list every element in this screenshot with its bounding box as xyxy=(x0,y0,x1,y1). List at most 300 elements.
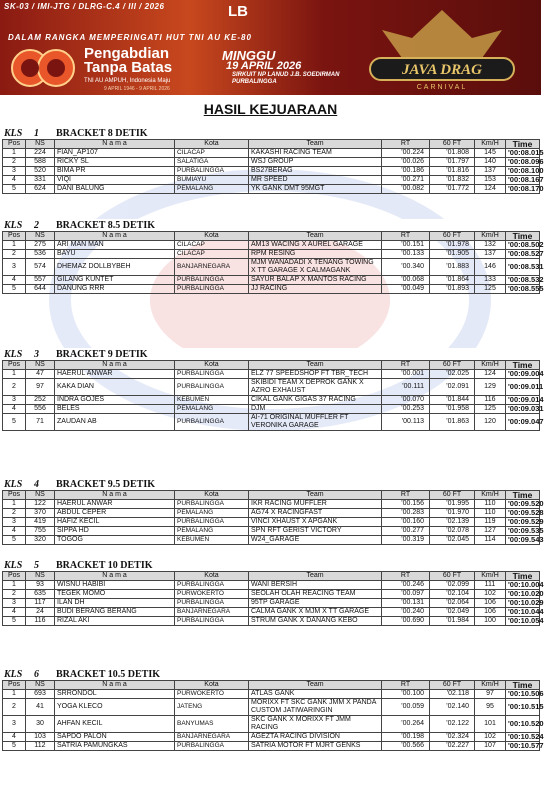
cell-ns: 93 xyxy=(26,581,55,590)
table-row xyxy=(3,185,540,194)
cell-time: '00:10.506 xyxy=(506,690,540,699)
cell-nama: WISNU HABIBI xyxy=(55,581,175,590)
cell-ns: 275 xyxy=(26,241,55,250)
class-header xyxy=(2,559,539,571)
cell-ns: 103 xyxy=(26,733,55,742)
cell-kmh: 153 xyxy=(475,176,506,185)
cell-ns: 97 xyxy=(26,379,55,396)
cell-ns: 116 xyxy=(26,617,55,626)
class-section xyxy=(2,559,544,626)
class-label: KLS xyxy=(4,127,23,139)
cell-team: SEOLAH OLAH REACING TEAM xyxy=(249,590,382,599)
java-drag-logo-icon xyxy=(352,8,532,94)
cell-team: MR SPEED xyxy=(249,176,382,185)
table-row xyxy=(3,527,540,536)
table-row xyxy=(3,500,540,509)
cell-kmh: 125 xyxy=(475,405,506,414)
logo-text: JAVA DRAG xyxy=(402,62,482,78)
cell-pos: 3 xyxy=(3,599,26,608)
cell-nama: ARI MAN MAN xyxy=(55,241,175,250)
event-banner xyxy=(0,0,541,95)
column-header-rt: RT xyxy=(382,361,430,370)
cell-time: '00:08.502 xyxy=(506,241,540,250)
class-section xyxy=(2,219,544,294)
column-header-60ft: 60 FT xyxy=(430,572,475,581)
cell-time: '00:08.532 xyxy=(506,276,540,285)
cell-time: '00:09.528 xyxy=(506,509,540,518)
column-header-60ft: 60 FT xyxy=(430,491,475,500)
cell-nama: DANI BALUNG xyxy=(55,185,175,194)
cell-kota: PURBALINGGA xyxy=(175,581,249,590)
cell-pos: 5 xyxy=(3,285,26,294)
cell-60ft: '01.958 xyxy=(430,405,475,414)
cell-pos: 4 xyxy=(3,276,26,285)
column-header-team: Team xyxy=(249,232,382,241)
table-row xyxy=(3,509,540,518)
cell-time: '00:10.004 xyxy=(506,581,540,590)
table-row xyxy=(3,241,540,250)
cell-kmh: 124 xyxy=(475,370,506,379)
cell-time: '00:09.031 xyxy=(506,405,540,414)
table-header-row xyxy=(3,491,540,500)
cell-ns: 24 xyxy=(26,608,55,617)
table-row xyxy=(3,396,540,405)
cell-rt: '00.253 xyxy=(382,405,430,414)
cell-team: WSJ GROUP xyxy=(249,158,382,167)
cell-60ft: '02.140 xyxy=(430,699,475,716)
cell-pos: 5 xyxy=(3,536,26,545)
table-row xyxy=(3,285,540,294)
cell-rt: '00.151 xyxy=(382,241,430,250)
table-row xyxy=(3,536,540,545)
column-header-ns: NS xyxy=(26,491,55,500)
column-header-60ft: 60 FT xyxy=(430,681,475,690)
cell-time: '00:08.015 xyxy=(506,149,540,158)
cell-rt: '00.319 xyxy=(382,536,430,545)
cell-60ft: '01.984 xyxy=(430,617,475,626)
cell-team: SATRIA MOTOR FT MJRT GENKS xyxy=(249,742,382,751)
cell-rt: '00.131 xyxy=(382,599,430,608)
cell-kmh: 100 xyxy=(475,617,506,626)
cell-time: '00:09.047 xyxy=(506,414,540,431)
column-header-pos: Pos xyxy=(3,361,26,370)
cell-time: '00:10.054 xyxy=(506,617,540,626)
cell-pos: 3 xyxy=(3,167,26,176)
cell-60ft: '02.122 xyxy=(430,716,475,733)
cell-kota: BUMIAYU xyxy=(175,176,249,185)
cell-kmh: 127 xyxy=(475,527,506,536)
cell-pos: 3 xyxy=(3,396,26,405)
table-header-row xyxy=(3,361,540,370)
cell-ns: 588 xyxy=(26,158,55,167)
cell-kmh: 110 xyxy=(475,509,506,518)
banner-title: Pengabdian Tanpa Batas xyxy=(84,45,173,76)
cell-kmh: 129 xyxy=(475,379,506,396)
cell-ns: 30 xyxy=(26,716,55,733)
table-row xyxy=(3,414,540,431)
column-header-ns: NS xyxy=(26,232,55,241)
column-header-60ft: 60 FT xyxy=(430,140,475,149)
cell-60ft: '02.099 xyxy=(430,581,475,590)
column-header-kota: Kota xyxy=(175,361,249,370)
column-header-kota: Kota xyxy=(175,491,249,500)
cell-rt: '00.001 xyxy=(382,370,430,379)
cell-rt: '00.100 xyxy=(382,690,430,699)
cell-60ft: '01.772 xyxy=(430,185,475,194)
class-title: BRACKET 9.5 DETIK xyxy=(56,478,156,490)
cell-nama: TEGEK MOMO xyxy=(55,590,175,599)
cell-60ft: '02.045 xyxy=(430,536,475,545)
event-date: 19 APRIL 2026 xyxy=(226,60,302,72)
cell-kmh: 102 xyxy=(475,733,506,742)
column-header-nama: N a m a xyxy=(55,572,175,581)
column-header-ns: NS xyxy=(26,681,55,690)
cell-kota: PURBALINGGA xyxy=(175,370,249,379)
cell-kmh: 132 xyxy=(475,241,506,250)
results-table xyxy=(2,680,544,751)
cell-kota: PURBALINGGA xyxy=(175,500,249,509)
column-header-nama: N a m a xyxy=(55,681,175,690)
cell-60ft: '02.025 xyxy=(430,370,475,379)
column-header-time: Time xyxy=(506,491,540,500)
cell-time: '00:10.515 xyxy=(506,699,540,716)
cell-rt: '00.271 xyxy=(382,176,430,185)
cell-kmh: 124 xyxy=(475,185,506,194)
cell-nama: HAFIZ KECIL xyxy=(55,518,175,527)
column-header-team: Team xyxy=(249,572,382,581)
cell-ns: 574 xyxy=(26,259,55,276)
column-header-time: Time xyxy=(506,572,540,581)
cell-60ft: '01.978 xyxy=(430,241,475,250)
cell-team: ATLAS GANK xyxy=(249,690,382,699)
cell-ns: 71 xyxy=(26,414,55,431)
cell-kota: PURBALINGGA xyxy=(175,276,249,285)
cell-ns: 370 xyxy=(26,509,55,518)
table-row xyxy=(3,518,540,527)
cell-pos: 2 xyxy=(3,699,26,716)
cell-60ft: '01.797 xyxy=(430,158,475,167)
cell-kmh: 107 xyxy=(475,742,506,751)
cell-nama: KAKA DIAN xyxy=(55,379,175,396)
event-venue: SIRKUIT NP LANUD J.B. SOEDIRMAN PURBALINGGA xyxy=(232,72,340,85)
cell-60ft: '02.049 xyxy=(430,608,475,617)
column-header-team: Team xyxy=(249,681,382,690)
cell-kmh: 125 xyxy=(475,285,506,294)
cell-team: 95TP GARAGE xyxy=(249,599,382,608)
column-header-time: Time xyxy=(506,681,540,690)
cell-rt: '00.097 xyxy=(382,590,430,599)
cell-60ft: '02.064 xyxy=(430,599,475,608)
lb-logo: LB xyxy=(228,3,248,20)
cell-nama: ABDUL CEPER xyxy=(55,509,175,518)
column-header-pos: Pos xyxy=(3,681,26,690)
cell-nama: SRRONDOL xyxy=(55,690,175,699)
cell-nama: ILAN DH xyxy=(55,599,175,608)
class-number: 3 xyxy=(34,348,39,360)
cell-team: AGEZTA RACING DIVISION xyxy=(249,733,382,742)
cell-team: AG74 X RACINGFAST xyxy=(249,509,382,518)
cell-nama: GILANG KUNTET xyxy=(55,276,175,285)
results-table xyxy=(2,490,544,545)
event-day: MINGGU xyxy=(222,48,276,63)
cell-kmh: 110 xyxy=(475,500,506,509)
column-header-rt: RT xyxy=(382,491,430,500)
class-number: 5 xyxy=(34,559,39,571)
cell-pos: 4 xyxy=(3,176,26,185)
cell-rt: '00.059 xyxy=(382,699,430,716)
class-section xyxy=(2,478,544,545)
cell-nama: HAERUL ANWAR xyxy=(55,370,175,379)
cell-pos: 4 xyxy=(3,608,26,617)
cell-kota: SALATIGA xyxy=(175,158,249,167)
cell-kota: CILACAP xyxy=(175,149,249,158)
cell-pos: 4 xyxy=(3,405,26,414)
cell-kota: PURBALINGGA xyxy=(175,167,249,176)
cell-time: '00:09.543 xyxy=(506,536,540,545)
cell-kmh: 119 xyxy=(475,518,506,527)
cell-kmh: 146 xyxy=(475,259,506,276)
cell-ns: 41 xyxy=(26,699,55,716)
cell-60ft: '01.893 xyxy=(430,285,475,294)
table-row xyxy=(3,608,540,617)
table-row xyxy=(3,250,540,259)
cell-team: MORIXX FT SKC GANK JMM X PANDA CUSTOM JATIWARINGIN xyxy=(249,699,382,716)
cell-rt: '00.068 xyxy=(382,276,430,285)
cell-pos: 1 xyxy=(3,370,26,379)
cell-ns: 331 xyxy=(26,176,55,185)
cell-ns: 117 xyxy=(26,599,55,608)
cell-nama: FIAN_AP107 xyxy=(55,149,175,158)
cell-kota: PEMALANG xyxy=(175,527,249,536)
cell-nama: SAPDO PALON xyxy=(55,733,175,742)
class-header xyxy=(2,348,539,360)
cell-kmh: 137 xyxy=(475,250,506,259)
column-header-60ft: 60 FT xyxy=(430,361,475,370)
cell-team: BS27BERAG xyxy=(249,167,382,176)
cell-60ft: '01.816 xyxy=(430,167,475,176)
cell-kota: PEMALANG xyxy=(175,405,249,414)
column-header-rt: RT xyxy=(382,232,430,241)
cell-time: '00:09.529 xyxy=(506,518,540,527)
cell-pos: 1 xyxy=(3,581,26,590)
class-label: KLS xyxy=(4,478,23,490)
cell-team: CIKAL GANK GIGAS 37 RACING xyxy=(249,396,382,405)
cell-rt: '00.160 xyxy=(382,518,430,527)
cell-team: MJM WANADADI X TENANG TOWING X TT GARAGE X CALMAGANK xyxy=(249,259,382,276)
cell-rt: '00.133 xyxy=(382,250,430,259)
results-table xyxy=(2,360,544,431)
cell-kota: PEMALANG xyxy=(175,509,249,518)
column-header-pos: Pos xyxy=(3,140,26,149)
cell-rt: '00.156 xyxy=(382,500,430,509)
class-section xyxy=(2,348,544,431)
class-header xyxy=(2,127,539,139)
column-header-team: Team xyxy=(249,361,382,370)
cell-rt: '00.186 xyxy=(382,167,430,176)
cell-kota: PURBALINGGA xyxy=(175,518,249,527)
cell-time: '00:08.096 xyxy=(506,158,540,167)
cell-ns: 693 xyxy=(26,690,55,699)
cell-time: '00:09.014 xyxy=(506,396,540,405)
cell-team: DJM xyxy=(249,405,382,414)
cell-team: AI-71 ORIGINAL MUFFLER FT VERONIKA GARAGE xyxy=(249,414,382,431)
cell-time: '00:08.100 xyxy=(506,167,540,176)
cell-60ft: '02.139 xyxy=(430,518,475,527)
cell-kmh: 97 xyxy=(475,690,506,699)
table-row xyxy=(3,370,540,379)
cell-60ft: '01.970 xyxy=(430,509,475,518)
class-number: 6 xyxy=(34,668,39,680)
cell-team: SKC GANK X MORIXX FT JMM RACING xyxy=(249,716,382,733)
results-table xyxy=(2,139,544,194)
cell-kota: PURWOKERTO xyxy=(175,690,249,699)
cell-ns: 112 xyxy=(26,742,55,751)
class-label: KLS xyxy=(4,668,23,680)
cell-nama: DANUNG RRR xyxy=(55,285,175,294)
results-table xyxy=(2,231,544,294)
column-header-team: Team xyxy=(249,491,382,500)
cell-rt: '00.246 xyxy=(382,581,430,590)
class-title: BRACKET 10.5 DETIK xyxy=(56,668,161,680)
column-header-rt: RT xyxy=(382,681,430,690)
cell-kota: BANJARNEGARA xyxy=(175,259,249,276)
cell-time: '00:10.577 xyxy=(506,742,540,751)
cell-team: W24_GARAGE xyxy=(249,536,382,545)
cell-pos: 2 xyxy=(3,379,26,396)
cell-rt: '00.566 xyxy=(382,742,430,751)
cell-pos: 2 xyxy=(3,590,26,599)
cell-kota: PURBALINGGA xyxy=(175,617,249,626)
logo-subtext: CARNIVAL xyxy=(416,84,468,91)
cell-kota: CILACAP xyxy=(175,250,249,259)
cell-ns: 419 xyxy=(26,518,55,527)
cell-kmh: 120 xyxy=(475,414,506,431)
cell-kmh: 140 xyxy=(475,158,506,167)
cell-60ft: '01.864 xyxy=(430,276,475,285)
cell-ns: 320 xyxy=(26,536,55,545)
class-number: 4 xyxy=(34,478,39,490)
cell-team: AM13 WACING X AUREL GARAGE xyxy=(249,241,382,250)
cell-kota: JATENG xyxy=(175,699,249,716)
cell-rt: '00.026 xyxy=(382,158,430,167)
cell-kota: PURBALINGGA xyxy=(175,599,249,608)
column-header-nama: N a m a xyxy=(55,491,175,500)
table-header-row xyxy=(3,232,540,241)
cell-pos: 3 xyxy=(3,518,26,527)
cell-team: WANI BERSIH xyxy=(249,581,382,590)
cell-time: '00:10.520 xyxy=(506,716,540,733)
cell-nama: RIZAL AKI xyxy=(55,617,175,626)
banner-dates: 9 APRIL 1946 - 9 APRIL 2026 xyxy=(104,86,170,92)
cell-60ft: '01.844 xyxy=(430,396,475,405)
cell-rt: '00.049 xyxy=(382,285,430,294)
table-header-row xyxy=(3,572,540,581)
hut-80-emblem-icon xyxy=(10,46,80,90)
table-row xyxy=(3,733,540,742)
cell-time: '00:08.167 xyxy=(506,176,540,185)
table-row xyxy=(3,149,540,158)
cell-pos: 2 xyxy=(3,250,26,259)
cell-kota: PEMALANG xyxy=(175,185,249,194)
cell-rt: '00.240 xyxy=(382,608,430,617)
cell-kmh: 95 xyxy=(475,699,506,716)
column-header-60ft: 60 FT xyxy=(430,232,475,241)
cell-kmh: 116 xyxy=(475,396,506,405)
cell-60ft: '02.227 xyxy=(430,742,475,751)
cell-rt: '00.224 xyxy=(382,149,430,158)
cell-rt: '00.264 xyxy=(382,716,430,733)
cell-nama: INDRA GOJES xyxy=(55,396,175,405)
class-label: KLS xyxy=(4,559,23,571)
column-header-pos: Pos xyxy=(3,572,26,581)
cell-rt: '00.277 xyxy=(382,527,430,536)
banner-occasion: DALAM RANGKA MEMPERINGATI HUT TNI AU KE-80 xyxy=(8,33,252,42)
cell-nama: YOGA KLECO xyxy=(55,699,175,716)
cell-60ft: '01.832 xyxy=(430,176,475,185)
cell-ns: 47 xyxy=(26,370,55,379)
cell-rt: '00.340 xyxy=(382,259,430,276)
cell-team: SAYUR BALAP X MANTOS RACING xyxy=(249,276,382,285)
cell-kota: PURBALINGGA xyxy=(175,285,249,294)
column-header-kmh: Km/H xyxy=(475,681,506,690)
table-row xyxy=(3,158,540,167)
column-header-kmh: Km/H xyxy=(475,361,506,370)
cell-nama: RICKY SL xyxy=(55,158,175,167)
page-title: HASIL KEJUARAAN xyxy=(203,101,338,117)
table-row xyxy=(3,167,540,176)
cell-pos: 4 xyxy=(3,527,26,536)
cell-nama: BELES xyxy=(55,405,175,414)
column-header-kota: Kota xyxy=(175,140,249,149)
cell-kmh: 133 xyxy=(475,276,506,285)
column-header-kota: Kota xyxy=(175,232,249,241)
cell-kota: PURBALINGGA xyxy=(175,379,249,396)
cell-ns: 122 xyxy=(26,500,55,509)
cell-time: '00:10.044 xyxy=(506,608,540,617)
table-row xyxy=(3,699,540,716)
table-row xyxy=(3,617,540,626)
cell-time: '00:10.029 xyxy=(506,599,540,608)
column-header-kota: Kota xyxy=(175,572,249,581)
class-title: BRACKET 9 DETIK xyxy=(56,348,148,360)
cell-ns: 556 xyxy=(26,405,55,414)
cell-pos: 3 xyxy=(3,716,26,733)
cell-pos: 5 xyxy=(3,742,26,751)
table-row xyxy=(3,599,540,608)
cell-nama: BIMA PR xyxy=(55,167,175,176)
banner-subtitle: TNI AU AMPUH, Indonesia Maju xyxy=(84,78,171,84)
cell-team: ELZ 77 SPEEDSHOP FT TBR_TECH xyxy=(249,370,382,379)
cell-pos: 1 xyxy=(3,149,26,158)
cell-pos: 2 xyxy=(3,509,26,518)
column-header-kmh: Km/H xyxy=(475,232,506,241)
class-header xyxy=(2,668,539,680)
cell-ns: 644 xyxy=(26,285,55,294)
cell-kota: KEBUMEN xyxy=(175,536,249,545)
column-header-time: Time xyxy=(506,140,540,149)
column-header-kmh: Km/H xyxy=(475,572,506,581)
cell-pos: 4 xyxy=(3,733,26,742)
table-row xyxy=(3,581,540,590)
column-header-pos: Pos xyxy=(3,232,26,241)
cell-pos: 5 xyxy=(3,414,26,431)
cell-time: '00:10.020 xyxy=(506,590,540,599)
cell-60ft: '01.863 xyxy=(430,414,475,431)
cell-ns: 755 xyxy=(26,527,55,536)
cell-60ft: '01.995 xyxy=(430,500,475,509)
cell-60ft: '01.883 xyxy=(430,259,475,276)
cell-pos: 3 xyxy=(3,259,26,276)
